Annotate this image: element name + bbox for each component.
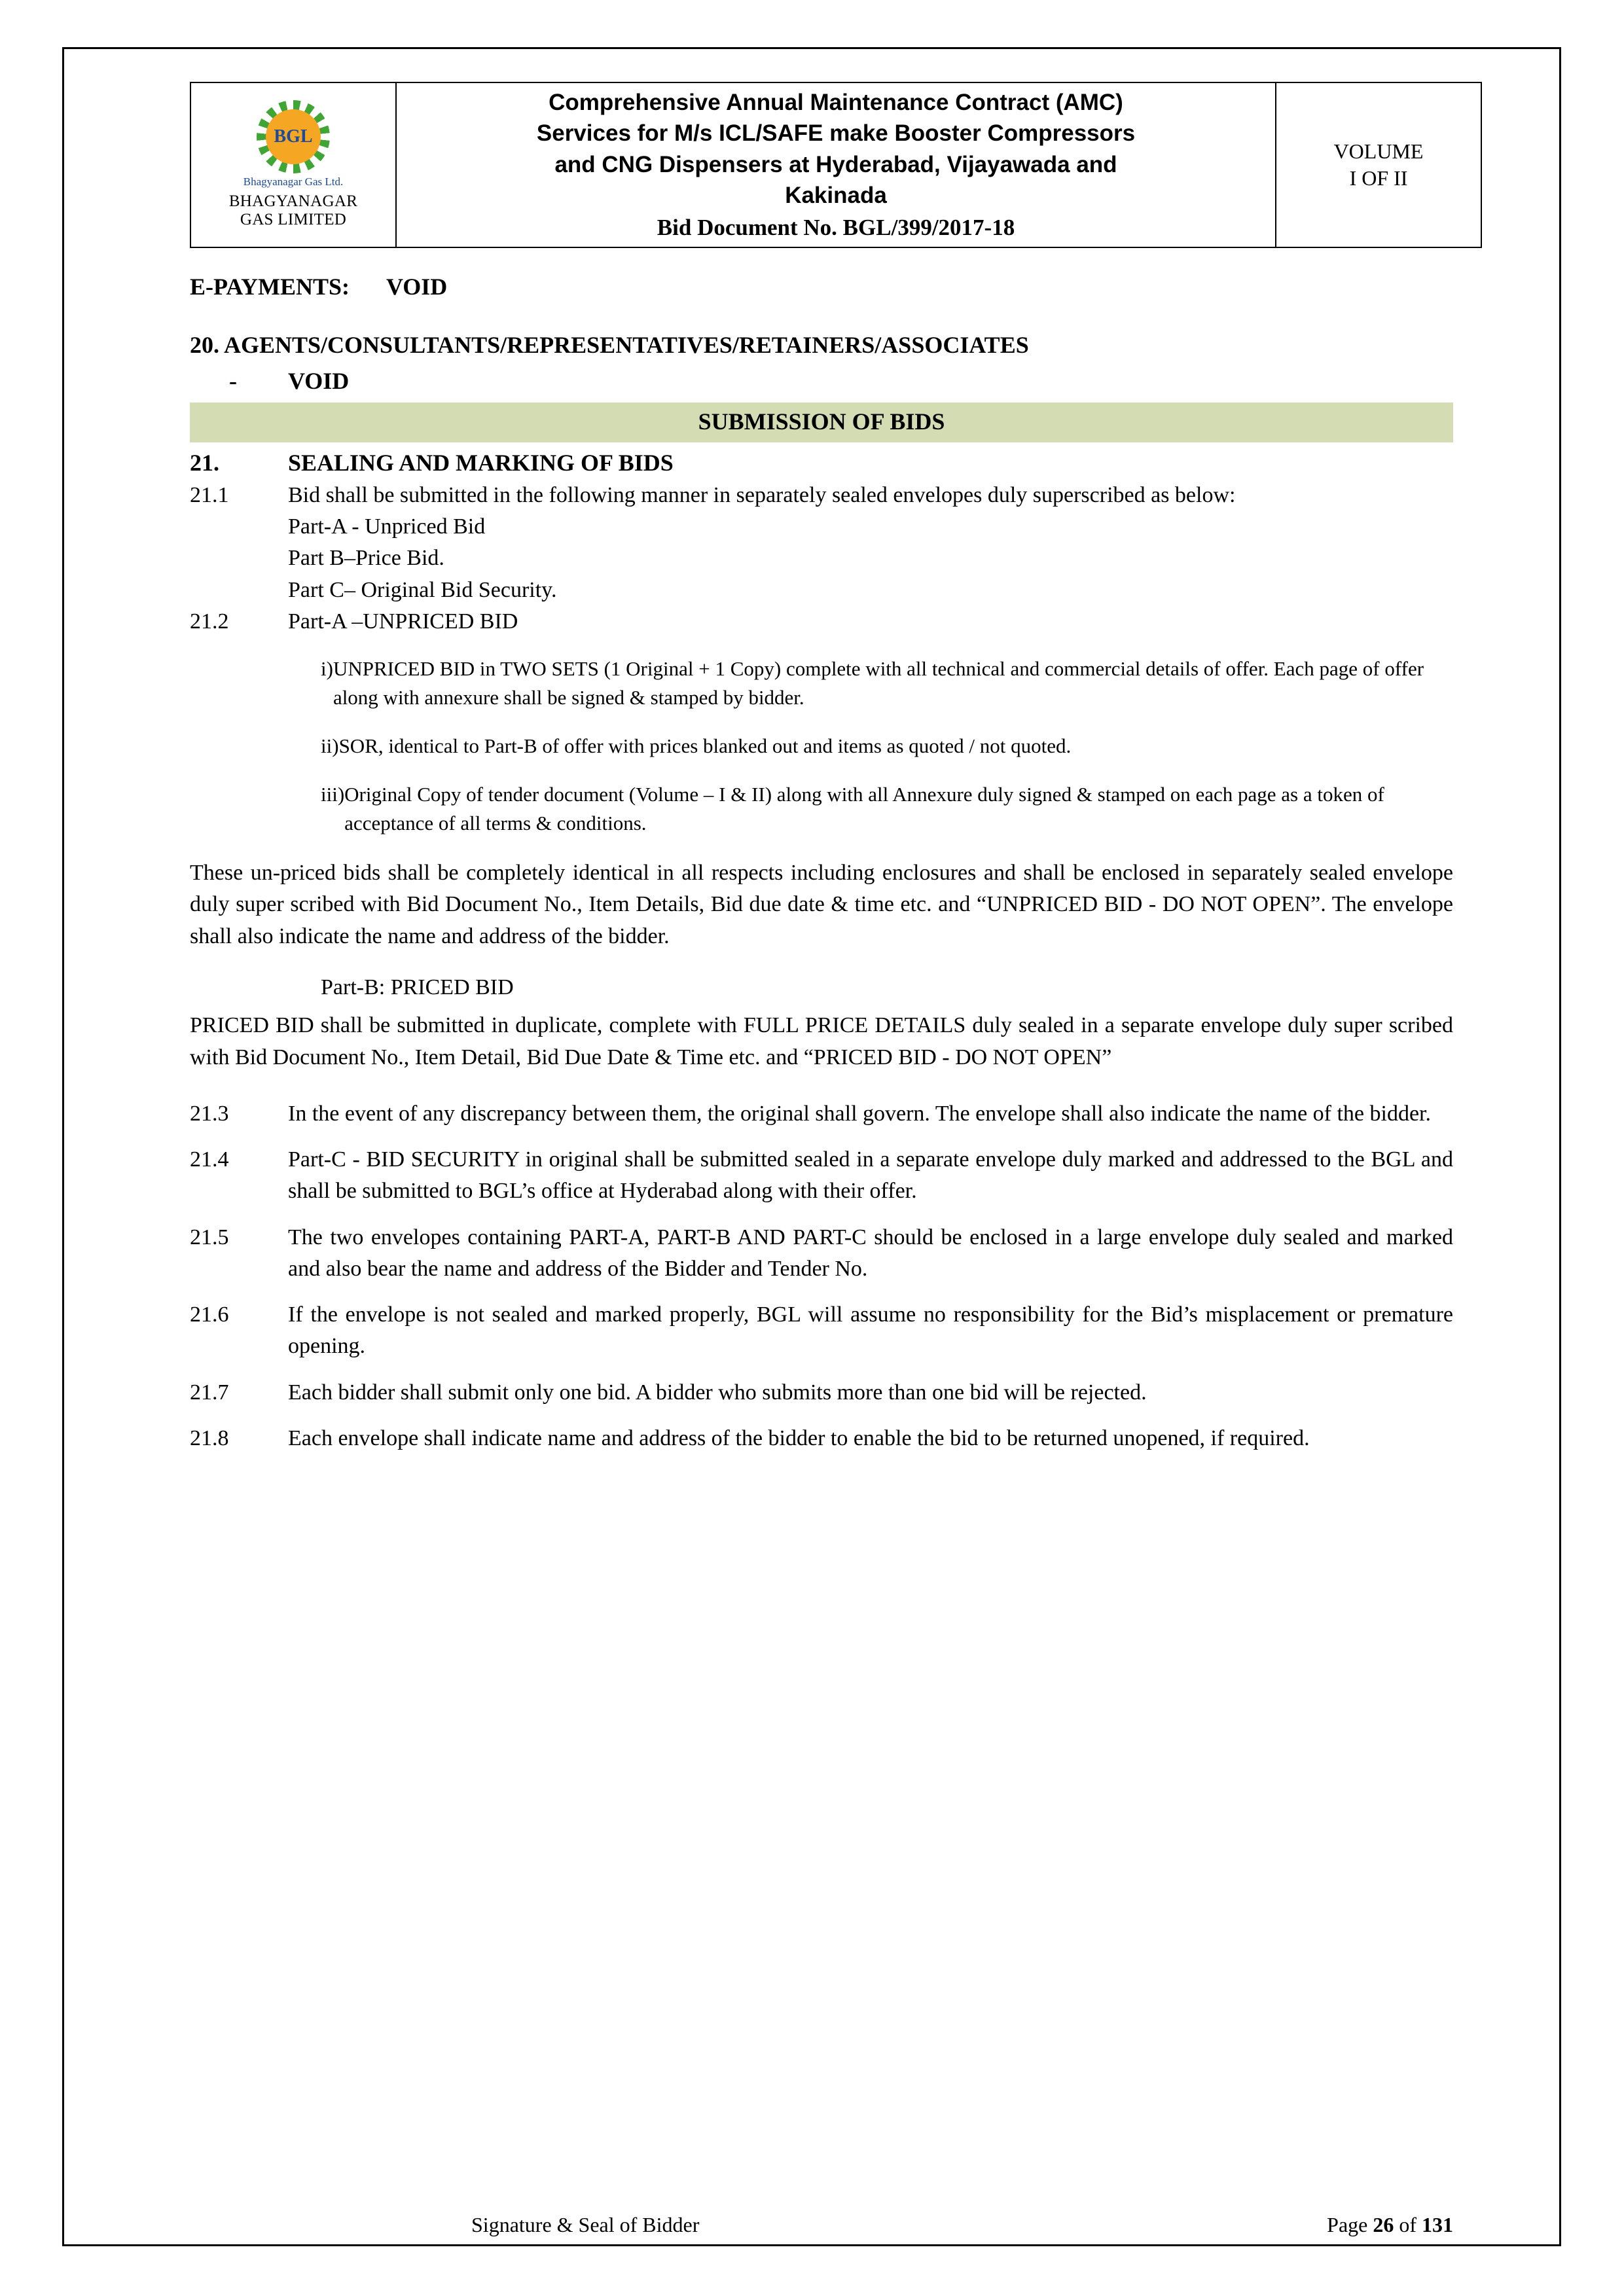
clause-21-4-text: Part-C - BID SECURITY in original shall be submitted sealed in a separate envelope duly marked and addressed to the BGL and shall be submitted to BGL’s office at Hyderabad along with their offer. bbox=[288, 1147, 1453, 1204]
footer-page-indicator bbox=[1327, 2213, 1453, 2237]
list-item bbox=[190, 732, 1453, 761]
priced-bid-paragraph: PRICED BID shall be submitted in duplicate, complete with FULL PRICE DETAILS duly sealed in a separate envelope duly super scribed with Bid Document No., Item Detail, Bid Due Date & Time etc. and “PRICED BID - DO NOT OPEN” bbox=[190, 1013, 1453, 1069]
header-title-cell bbox=[396, 82, 1276, 247]
footer-total-pages: 131 bbox=[1422, 2213, 1453, 2236]
part-b-line-row bbox=[190, 543, 1453, 574]
epayments-label: E-PAYMENTS: bbox=[190, 274, 350, 300]
volume-line1: VOLUME bbox=[1333, 139, 1424, 163]
bgl-logo-icon bbox=[257, 100, 330, 173]
clause-21-5 bbox=[190, 1222, 1453, 1285]
footer-signature-text: Signature & Seal of Bidder bbox=[471, 2213, 700, 2236]
sealing-heading-row bbox=[190, 446, 1453, 480]
sealing-number: 21. bbox=[190, 449, 219, 476]
list-item bbox=[190, 780, 1453, 838]
clause-21-8-number: 21.8 bbox=[190, 1426, 229, 1450]
footer-page-word: Page bbox=[1327, 2213, 1373, 2236]
submission-of-bids-band: SUBMISSION OF BIDS bbox=[190, 403, 1453, 442]
part-c-line: Part C– Original Bid Security. bbox=[288, 577, 557, 602]
page-footer bbox=[190, 2213, 1453, 2237]
clause-21-3-text: In the event of any discrepancy between them, the original shall govern. The envelope shall also indicate the name of the bidder. bbox=[288, 1101, 1432, 1126]
list-item-marker: iii) bbox=[321, 783, 345, 806]
clause-21-4 bbox=[190, 1144, 1453, 1208]
header-logo-cell bbox=[190, 82, 396, 247]
epayments-row bbox=[190, 270, 1453, 304]
list-item-text: SOR, identical to Part-B of offer with prices blanked out and items as quoted / not quoted. bbox=[338, 734, 1072, 758]
logo-monogram: BGL bbox=[266, 109, 321, 164]
header-bid-document-no: Bid Document No. BGL/399/2017-18 bbox=[657, 215, 1015, 240]
clause-21-2-number: 21.2 bbox=[190, 609, 229, 634]
agents-dash: - bbox=[229, 368, 237, 395]
unpriced-bids-paragraph: These un-priced bids shall be completely identical in all respects including enclosures and shall be enclosed in separately sealed envelope duly super scribed with Bid Document No., Item Details, Bid due date & time etc. and “UNPRICED BID - DO NOT OPEN”. The envelope shall also indicate the name and address of the bidder. bbox=[190, 861, 1453, 948]
footer-page-number: 26 bbox=[1373, 2213, 1394, 2236]
epayments-value: VOID bbox=[386, 274, 448, 300]
agents-heading: 20. AGENTS/CONSULTANTS/REPRESENTATIVES/RETAINERS/ASSOCIATES bbox=[190, 332, 1029, 359]
agents-value: VOID bbox=[288, 368, 350, 395]
logo-company-line2: GAS LIMITED bbox=[240, 211, 347, 229]
header-title-line2: Services for M/s ICL/SAFE make Booster Compressors bbox=[536, 120, 1136, 147]
clause-21-7 bbox=[190, 1377, 1453, 1408]
part-a-line: Part-A - Unpriced Bid bbox=[288, 514, 486, 539]
agents-void-row bbox=[190, 365, 1453, 398]
document-header-table bbox=[190, 82, 1482, 248]
clause-21-7-number: 21.7 bbox=[190, 1380, 229, 1405]
clause-21-2-text: Part-A –UNPRICED BID bbox=[288, 609, 518, 634]
clause-21-8 bbox=[190, 1423, 1453, 1454]
header-title-line1: Comprehensive Annual Maintenance Contract (AMC) bbox=[549, 90, 1123, 115]
logo-company-line1: BHAGYANAGAR bbox=[228, 192, 358, 210]
sealing-title: SEALING AND MARKING OF BIDS bbox=[288, 449, 674, 476]
part-b-priced-bid-heading: Part-B: PRICED BID bbox=[321, 975, 514, 999]
clause-21-1-number: 21.1 bbox=[190, 482, 229, 507]
clause-21-2 bbox=[190, 606, 1453, 637]
logo-box bbox=[195, 100, 391, 230]
clause-21-3 bbox=[190, 1098, 1453, 1130]
part-a-line-row bbox=[190, 511, 1453, 543]
clause-21-5-number: 21.5 bbox=[190, 1225, 229, 1249]
clause-21-1 bbox=[190, 480, 1453, 511]
list-item-marker: ii) bbox=[321, 734, 339, 758]
header-title-line4: Kakinada bbox=[785, 182, 887, 208]
clause-21-1-text: Bid shall be submitted in the following manner in separately sealed envelopes duly superscribed as below: bbox=[288, 482, 1236, 507]
clause-21-6-number: 21.6 bbox=[190, 1302, 229, 1327]
part-c-line-row bbox=[190, 575, 1453, 606]
list-item-marker: i) bbox=[321, 657, 333, 681]
clause-21-4-number: 21.4 bbox=[190, 1147, 229, 1172]
header-title-line3: and CNG Dispensers at Hyderabad, Vijayawada and bbox=[554, 151, 1117, 177]
document-body bbox=[190, 270, 1453, 1454]
header-row bbox=[190, 82, 1481, 247]
list-item bbox=[190, 655, 1453, 712]
clause-21-6-text: If the envelope is not sealed and marked properly, BGL will assume no responsibility for the Bid’s misplacement or premature opening. bbox=[288, 1302, 1453, 1359]
header-volume-cell bbox=[1276, 82, 1481, 247]
list-item-text: Original Copy of tender document (Volume – I & II) along with all Annexure duly signed & stamped on each page as a token of acceptance of all terms & conditions. bbox=[344, 783, 1384, 835]
unpriced-bid-sub-list bbox=[190, 655, 1453, 838]
clause-21-3-number: 21.3 bbox=[190, 1101, 229, 1126]
clause-21-8-text: Each envelope shall indicate name and address of the bidder to enable the bid to be returned unopened, if required. bbox=[288, 1426, 1310, 1450]
volume-line2: I OF II bbox=[1349, 166, 1408, 190]
clause-21-7-text: Each bidder shall submit only one bid. A bidder who submits more than one bid will be rejected. bbox=[288, 1380, 1147, 1405]
part-b-line: Part B–Price Bid. bbox=[288, 546, 444, 571]
page-content bbox=[190, 82, 1453, 1454]
clause-21-5-text: The two envelopes containing PART-A, PART-B AND PART-C should be enclosed in a large envelope duly sealed and marked and also bear the name and address of the Bidder and Tender No. bbox=[288, 1225, 1453, 1281]
list-item-text: UNPRICED BID in TWO SETS (1 Original + 1 Copy) complete with all technical and commercial details of offer. Each page of offer along with annexure shall be signed & stamped by bidder. bbox=[333, 657, 1424, 709]
footer-of-word: of bbox=[1394, 2213, 1422, 2236]
clause-21-6 bbox=[190, 1299, 1453, 1363]
logo-caption: Bhagyanagar Gas Ltd. bbox=[243, 175, 344, 188]
